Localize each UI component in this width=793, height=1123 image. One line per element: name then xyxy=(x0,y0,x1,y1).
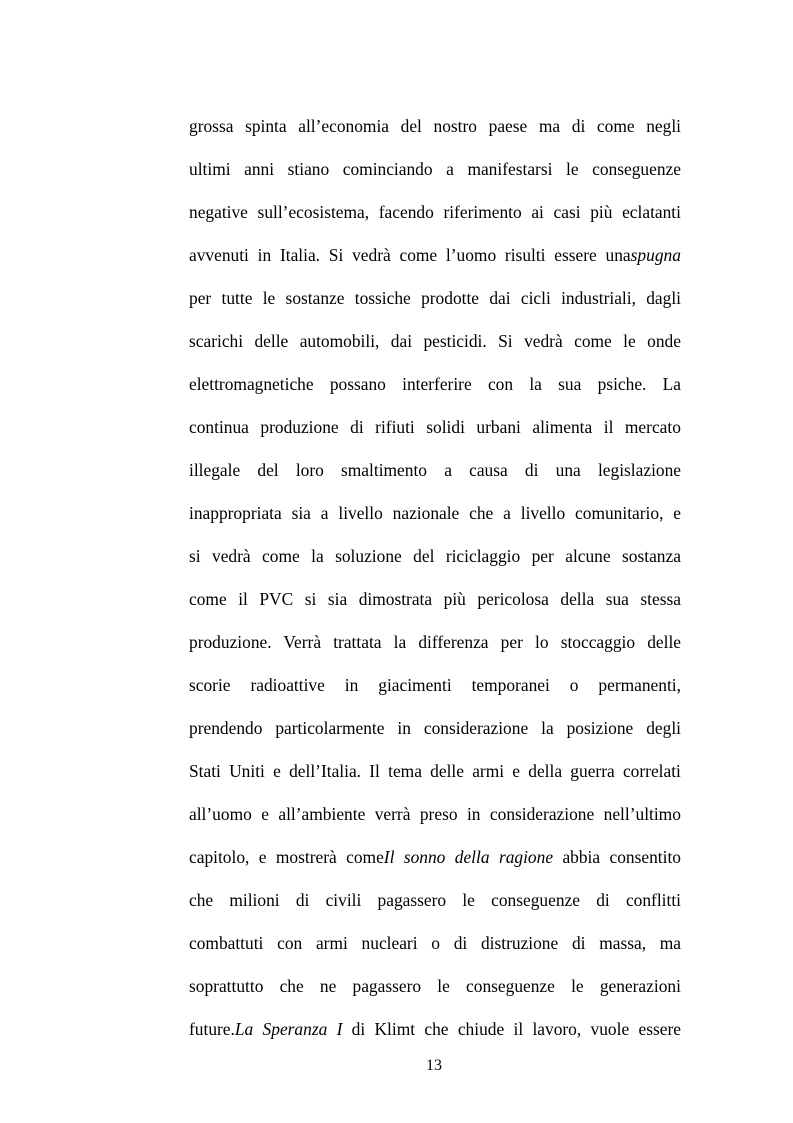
word: illegale xyxy=(189,460,241,480)
word: Si xyxy=(498,331,513,351)
word: consentito xyxy=(609,847,681,867)
word: smaltimento xyxy=(341,460,427,480)
word: dai xyxy=(390,331,413,351)
word: dai xyxy=(489,288,511,308)
word: posizione xyxy=(566,718,634,738)
word: le xyxy=(262,288,276,308)
text-line xyxy=(189,237,681,280)
word: temporanei xyxy=(471,675,550,695)
word: la xyxy=(393,632,407,652)
word: all’ambiente xyxy=(278,804,366,824)
word: considerazione xyxy=(423,718,529,738)
word: considerazione xyxy=(489,804,595,824)
body-text xyxy=(189,108,681,1054)
italic-word: ragione xyxy=(498,847,554,867)
word: negative xyxy=(189,202,248,222)
word: Si xyxy=(328,245,344,265)
word: che xyxy=(189,890,214,910)
word: per xyxy=(500,632,523,652)
word: ne xyxy=(319,976,337,996)
word: conflitti xyxy=(625,890,681,910)
word: che xyxy=(424,1019,449,1039)
word: tutte xyxy=(221,288,253,308)
word: una xyxy=(555,460,581,480)
word: Verrà xyxy=(283,632,322,652)
text-line xyxy=(189,280,681,323)
word: come xyxy=(346,847,384,867)
word: risulti xyxy=(504,245,546,265)
word: future. xyxy=(189,1019,235,1039)
text-line xyxy=(189,194,681,237)
word: conseguenze xyxy=(466,976,555,996)
word: in xyxy=(397,718,411,738)
word: e xyxy=(273,761,281,781)
text-line xyxy=(189,452,681,495)
word: produzione xyxy=(260,417,339,437)
word: preso xyxy=(419,804,458,824)
word: combattuti xyxy=(189,933,264,953)
word: giacimenti xyxy=(378,675,452,695)
text-line xyxy=(189,1011,681,1054)
word: lo xyxy=(535,632,549,652)
word: livello xyxy=(338,503,383,523)
word: scorie xyxy=(189,675,231,695)
word: psiche. xyxy=(597,374,647,394)
word: pagassero xyxy=(352,976,422,996)
italic-word: Il xyxy=(383,847,395,867)
word: stessa xyxy=(640,589,681,609)
word: prodotte xyxy=(421,288,480,308)
word: riciclaggio xyxy=(445,546,521,566)
word: dimostrata xyxy=(358,589,433,609)
text-line xyxy=(189,839,681,882)
word: civili xyxy=(325,890,362,910)
word: più xyxy=(590,202,613,222)
word: o xyxy=(431,933,440,953)
word: di xyxy=(571,116,586,136)
text-line xyxy=(189,710,681,753)
word: mostrerà xyxy=(275,847,337,867)
word: abbia xyxy=(562,847,601,867)
word: si xyxy=(304,589,317,609)
word: il xyxy=(513,1019,524,1039)
word: essere xyxy=(554,245,597,265)
word: come xyxy=(399,245,438,265)
word: distruzione xyxy=(480,933,559,953)
word: che xyxy=(279,976,304,996)
word: del xyxy=(400,116,422,136)
word: si xyxy=(189,546,201,566)
word: sia xyxy=(291,503,311,523)
word: produzione. xyxy=(189,632,272,652)
text-line xyxy=(189,624,681,667)
word: Uniti xyxy=(229,761,265,781)
word: dagli xyxy=(646,288,681,308)
word: essere xyxy=(638,1019,681,1039)
word: della xyxy=(528,761,563,781)
word: ma xyxy=(659,933,682,953)
word: solidi xyxy=(426,417,465,437)
word: avvenuti xyxy=(189,245,249,265)
word: armi xyxy=(315,933,348,953)
word: tossiche xyxy=(354,288,411,308)
word: sostanze xyxy=(285,288,345,308)
word: eclatanti xyxy=(622,202,681,222)
word: le xyxy=(566,159,579,179)
word: di xyxy=(571,933,586,953)
word: pericolosa xyxy=(477,589,549,609)
word: correlati xyxy=(622,761,681,781)
word: per xyxy=(189,288,212,308)
word: casi xyxy=(553,202,581,222)
word: che xyxy=(469,503,494,523)
word: di xyxy=(596,890,610,910)
italic-word: I xyxy=(336,1019,343,1039)
word: di xyxy=(351,1019,366,1039)
word: spinta xyxy=(245,116,287,136)
text-line xyxy=(189,882,681,925)
word: vedrà xyxy=(352,245,391,265)
word: rifiuti xyxy=(375,417,415,437)
word: sia xyxy=(327,589,348,609)
word: ai xyxy=(531,202,544,222)
word: manifestarsi xyxy=(467,159,553,179)
word: di xyxy=(295,890,310,910)
word: prendendo xyxy=(189,718,263,738)
word: stiano xyxy=(287,159,330,179)
word: cominciando xyxy=(342,159,433,179)
word: sostanza xyxy=(622,546,681,566)
word: a xyxy=(444,460,452,480)
word: le xyxy=(462,890,475,910)
text-line xyxy=(189,581,681,624)
text-line xyxy=(189,667,681,710)
word: in xyxy=(466,804,481,824)
word: una xyxy=(605,245,631,265)
text-line xyxy=(189,538,681,581)
word: sua xyxy=(605,589,629,609)
word: l’uomo xyxy=(445,245,497,265)
word: più xyxy=(443,589,466,609)
word: cicli xyxy=(520,288,551,308)
word: e xyxy=(512,761,521,781)
word: le xyxy=(437,976,450,996)
word: sua xyxy=(558,374,582,394)
word: Klimt xyxy=(374,1019,416,1039)
word: a xyxy=(503,503,511,523)
word: ma xyxy=(538,116,561,136)
word: come xyxy=(596,116,635,136)
text-line xyxy=(189,968,681,1011)
word: pesticidi. xyxy=(423,331,487,351)
word: conseguenze xyxy=(592,159,681,179)
word: nell’ultimo xyxy=(603,804,681,824)
word: PVC xyxy=(259,589,294,609)
word: mercato xyxy=(624,417,681,437)
word: negli xyxy=(646,116,681,136)
word: loro xyxy=(295,460,324,480)
word: di xyxy=(350,417,364,437)
word: come xyxy=(189,589,227,609)
word: alimenta xyxy=(532,417,593,437)
word: a xyxy=(320,503,329,523)
word: o xyxy=(569,675,579,695)
word: facendo xyxy=(378,202,434,222)
word: guerra xyxy=(570,761,615,781)
word: le xyxy=(623,331,636,351)
word: del xyxy=(257,460,279,480)
word: nazionale xyxy=(392,503,460,523)
text-line xyxy=(189,108,681,151)
word: in xyxy=(344,675,359,695)
word: possano xyxy=(329,374,386,394)
word: e xyxy=(261,804,269,824)
word: soprattutto xyxy=(189,976,264,996)
italic-word: sonno xyxy=(403,847,446,867)
word: comunitario, xyxy=(575,503,664,523)
word: le xyxy=(571,976,584,996)
italic-word: spugna xyxy=(630,245,681,265)
word: differenza xyxy=(418,632,489,652)
word: permanenti, xyxy=(598,675,681,695)
word: chiude xyxy=(457,1019,505,1039)
word: riferimento xyxy=(443,202,522,222)
word: tema xyxy=(388,761,422,781)
word: grossa xyxy=(189,116,234,136)
text-line xyxy=(189,925,681,968)
word: all’uomo xyxy=(189,804,252,824)
word: in xyxy=(257,245,272,265)
word: delle xyxy=(647,632,681,652)
word: dell’Italia. xyxy=(289,761,362,781)
word: radioattive xyxy=(250,675,325,695)
word: conseguenze xyxy=(491,890,580,910)
text-line xyxy=(189,753,681,796)
word: legislazione xyxy=(597,460,682,480)
word: e xyxy=(673,503,682,523)
word: automobili, xyxy=(299,331,380,351)
word: Italia. xyxy=(279,245,321,265)
word: Stati xyxy=(189,761,221,781)
word: come xyxy=(574,331,612,351)
word: vedrà xyxy=(524,331,563,351)
word: continua xyxy=(189,417,249,437)
word: onde xyxy=(647,331,681,351)
word: inappropriata xyxy=(189,503,282,523)
word: trattata xyxy=(333,632,382,652)
word: scarichi xyxy=(189,331,244,351)
text-line xyxy=(189,366,681,409)
word: Il xyxy=(369,761,380,781)
word: nostro xyxy=(433,116,477,136)
word: con xyxy=(277,933,303,953)
word: e xyxy=(258,847,267,867)
word: la xyxy=(541,718,554,738)
word: elettromagnetiche xyxy=(189,374,314,394)
word: livello xyxy=(520,503,566,523)
word: particolarmente xyxy=(275,718,385,738)
word: ultimi xyxy=(189,159,231,179)
word: generazioni xyxy=(599,976,681,996)
text-line xyxy=(189,151,681,194)
word: nucleari xyxy=(361,933,418,953)
word: a xyxy=(446,159,454,179)
word: come xyxy=(262,546,300,566)
text-line xyxy=(189,495,681,538)
word: capitolo, xyxy=(189,847,250,867)
word: paese xyxy=(488,116,528,136)
word: La xyxy=(662,374,681,394)
word: stoccaggio xyxy=(560,632,636,652)
word: industriali, xyxy=(561,288,636,308)
text-line xyxy=(189,323,681,366)
word: delle xyxy=(254,331,289,351)
word: vuole xyxy=(590,1019,630,1039)
word: pagassero xyxy=(377,890,447,910)
italic-word: La xyxy=(234,1019,254,1039)
word: delle xyxy=(430,761,464,781)
word: all’economia xyxy=(298,116,390,136)
word: con xyxy=(487,374,514,394)
word: soluzione xyxy=(335,546,402,566)
text-line xyxy=(189,796,681,839)
word: vedrà xyxy=(212,546,251,566)
word: armi xyxy=(472,761,505,781)
word: per xyxy=(531,546,554,566)
word: sull’ecosistema, xyxy=(257,202,370,222)
page-number: 13 xyxy=(426,1057,442,1074)
word: il xyxy=(603,417,614,437)
word: del xyxy=(413,546,435,566)
word: causa xyxy=(469,460,508,480)
word: di xyxy=(524,460,539,480)
word: verrà xyxy=(374,804,411,824)
italic-word: della xyxy=(454,847,490,867)
italic-word: Speranza xyxy=(262,1019,328,1039)
word: massa, xyxy=(599,933,647,953)
word: il xyxy=(238,589,248,609)
word: di xyxy=(453,933,468,953)
word: degli xyxy=(646,718,681,738)
word: la xyxy=(529,374,542,394)
word: urbani xyxy=(476,417,521,437)
word: lavoro, xyxy=(532,1019,582,1039)
word: interferire xyxy=(402,374,472,394)
word: della xyxy=(560,589,595,609)
word: la xyxy=(311,546,324,566)
word: milioni xyxy=(229,890,280,910)
word: anni xyxy=(244,159,275,179)
text-line xyxy=(189,409,681,452)
word: alcune xyxy=(565,546,611,566)
